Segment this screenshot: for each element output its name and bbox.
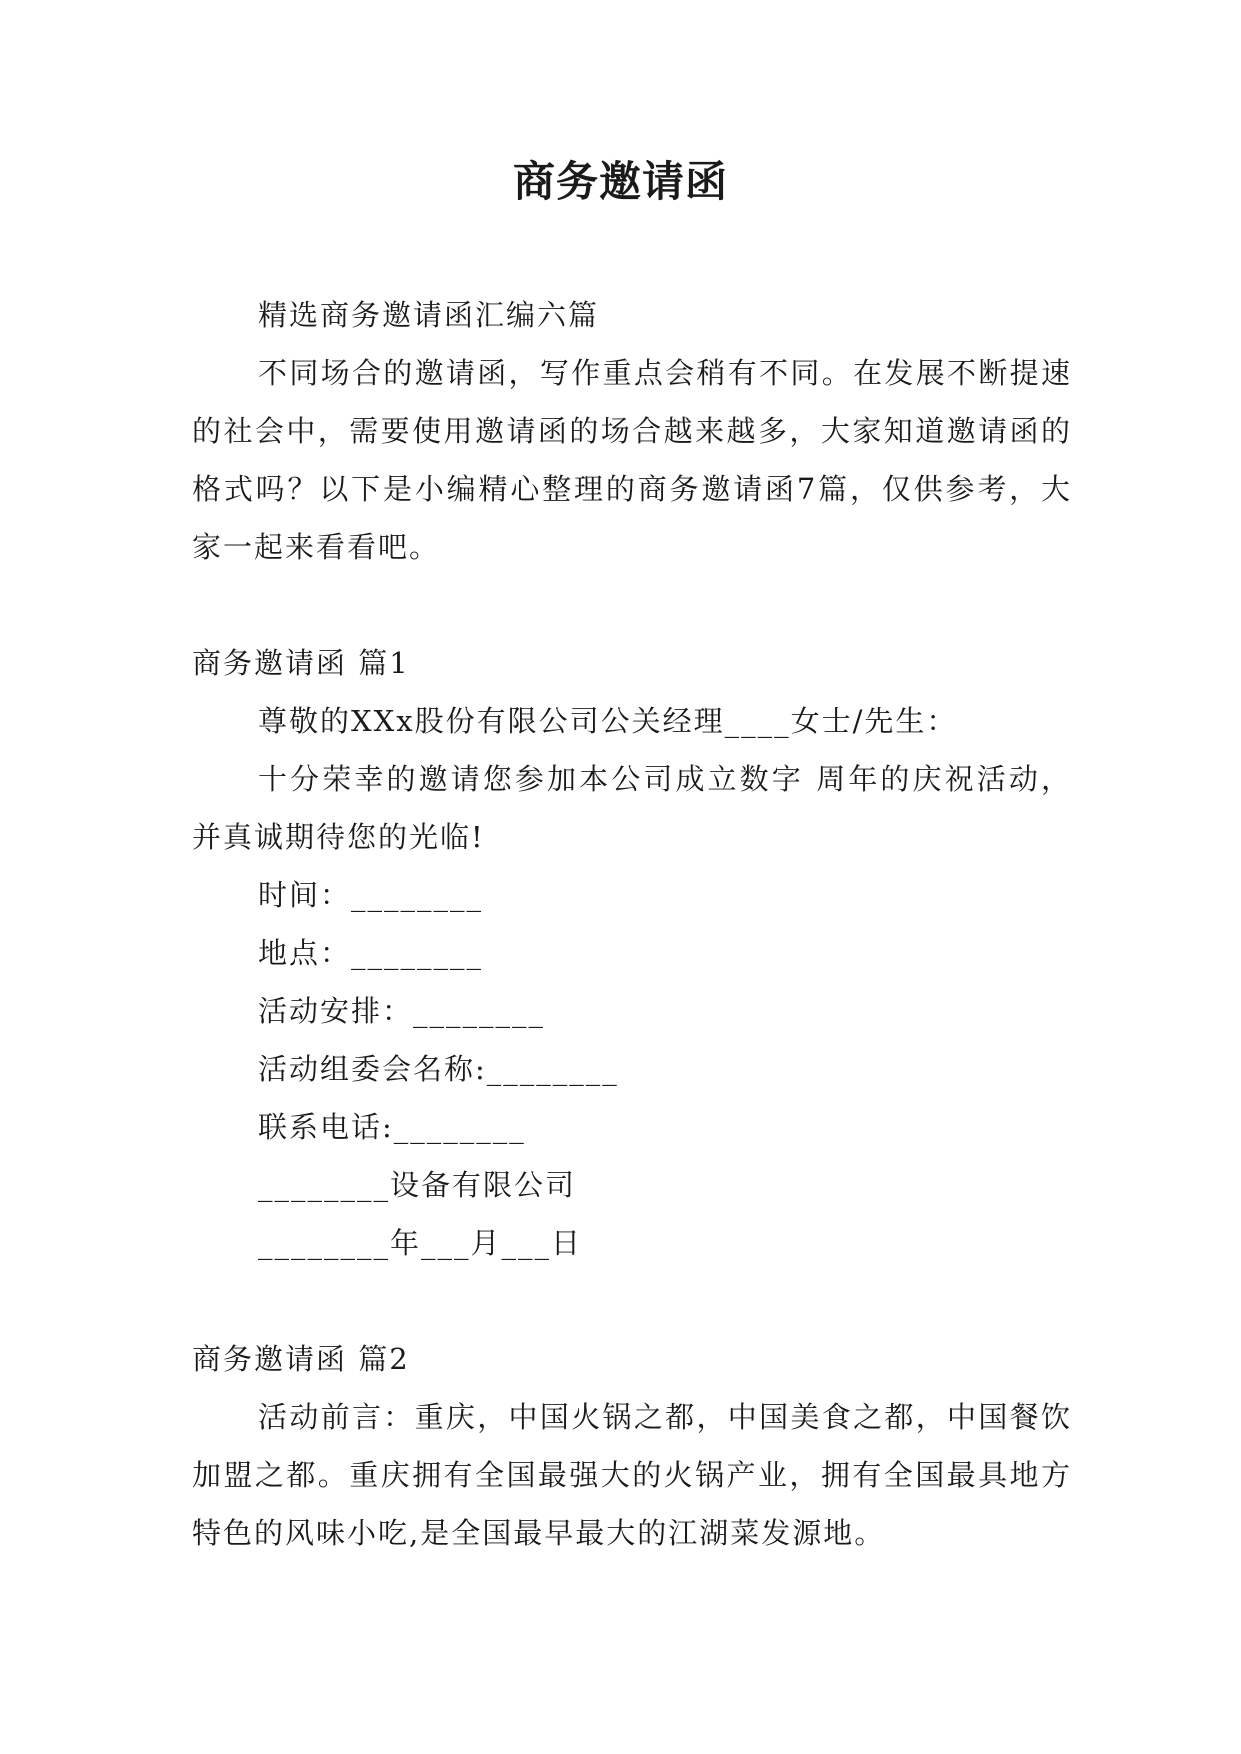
field-time: 时间：________ xyxy=(258,878,484,912)
field-committee: 活动组委会名称:________ xyxy=(258,1052,619,1086)
subtitle: 精选商务邀请函汇编六篇 xyxy=(258,298,600,332)
intro-paragraph: 不同场合的邀请函，写作重点会稍有不同。在发展不断提速的社会中，需要使用邀请函的场合越来越多，大家知道邀请函的格式吗？以下是小编精心整理的商务邀请函7篇，仅供参考，大家一起来看看吧。 xyxy=(192,356,1072,564)
signature-company: ________设备有限公司 xyxy=(258,1168,577,1202)
document-body xyxy=(192,286,1072,1562)
spacer xyxy=(192,576,1072,634)
field-phone: 联系电话:________ xyxy=(258,1110,526,1144)
signature-date: ________年___月___日 xyxy=(258,1226,583,1260)
page-title: 商务邀请函 xyxy=(512,157,728,206)
salutation: 尊敬的XXx股份有限公司公关经理____女士/先生： xyxy=(258,704,958,738)
field-location: 地点：________ xyxy=(258,936,484,970)
field-schedule: 活动安排：________ xyxy=(258,994,546,1028)
section-heading-1: 商务邀请函 篇1 xyxy=(192,646,410,680)
invitation-paragraph: 十分荣幸的邀请您参加本公司成立数字 周年的庆祝活动，并真诚期待您的光临! xyxy=(192,762,1072,854)
spacer xyxy=(192,1272,1072,1330)
preface-paragraph: 活动前言：重庆，中国火锅之都，中国美食之都，中国餐饮加盟之都。重庆拥有全国最强大的火锅产业，拥有全国最具地方特色的风味小吃,是全国最早最大的江湖菜发源地。 xyxy=(192,1400,1072,1550)
section-heading-2: 商务邀请函 篇2 xyxy=(192,1342,410,1376)
